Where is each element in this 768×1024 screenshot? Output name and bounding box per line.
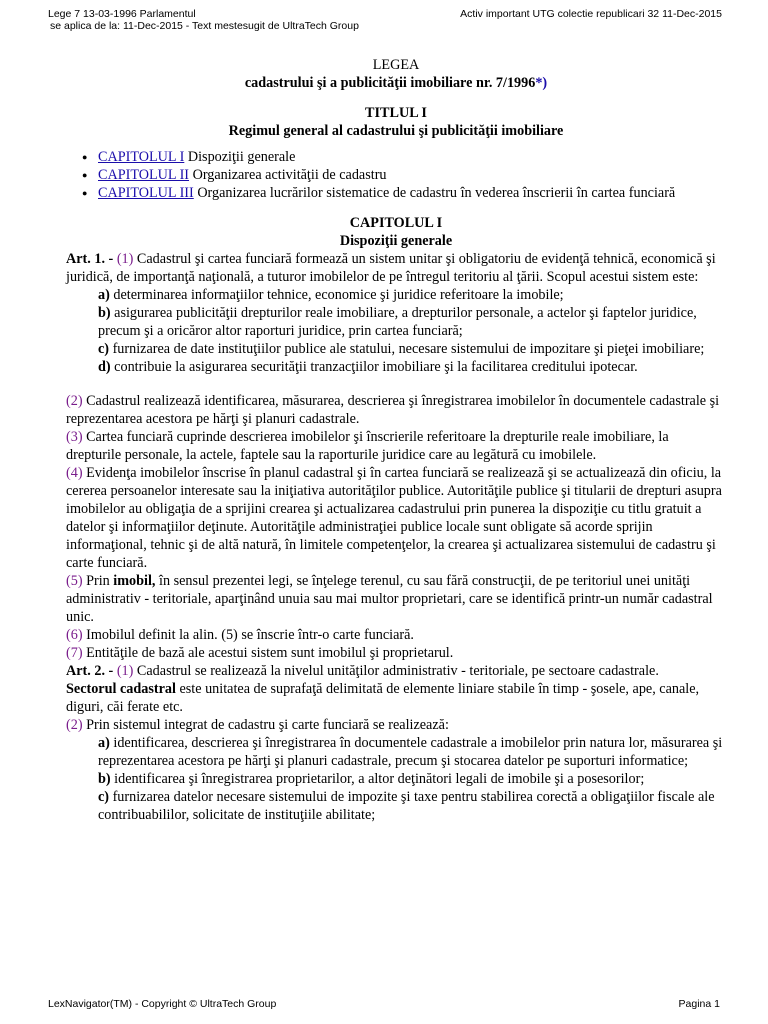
paragraph [66,644,726,662]
item-letter: b) [98,771,111,787]
item-letter: c) [98,341,110,357]
chapter-link-1[interactable]: CAPITOLUL I [98,149,185,165]
paragraph [66,572,726,626]
chapter-desc: Organizarea activităţii de cadastru [189,167,387,183]
item-letter: b) [98,305,111,321]
item-letter: c) [98,789,110,805]
article-label: Art. 1. - [66,251,114,267]
list-item [98,358,726,376]
paragraph-number: (3) [66,429,83,445]
law-word: LEGEA [372,57,420,73]
paragraph-text: Cadastrul şi cartea funciară formează un sistem unitar şi obligatoriu de evidenţă tehnică, economică şi juridică, de importanţă naţională, a tuturor imobilelor de pe întregul teritoriu al ţării. Scopul acestui sistem este: [66,251,716,285]
titlul-name: Regimul general al cadastrului şi publicităţii imobiliare [228,123,564,139]
defined-term: imobil, [113,573,156,589]
paragraph-text: Entităţile de bază ale acestui sistem sunt imobilul şi proprietarul. [82,645,454,661]
paragraph-text: Cadastrul realizează identificarea, măsurarea, descrierea şi înregistrarea imobilelor în documentele cadastrale şi reprezentarea acestora pe hărţi şi planuri cadastrale. [66,393,720,427]
item-text: contribuie la asigurarea securităţii tranzacţiilor imobiliare şi la facilitarea creditului ipotecar. [110,359,638,375]
list-item [98,734,726,770]
chapter-name: Dispoziţii generale [339,233,453,249]
list-item [98,340,726,358]
paragraph-text: Cartea funciară cuprinde descrierea imobilelor şi înscrierile referitoare la drepturile reale imobiliare, la drepturile personale, la actele, faptele sau la raporturile juridice care au legătură cu imobilele. [66,429,669,463]
paragraph-text: Prin sistemul integrat de cadastru şi carte funciară se realizează: [82,717,449,733]
chapter-list [66,148,726,202]
chapter-desc: Dispoziţii generale [184,149,296,165]
paragraph [66,626,726,644]
paragraph [66,716,726,734]
chapter-link-3[interactable]: CAPITOLUL III [98,185,194,201]
list-item [66,166,726,184]
paragraph-number: (1) [116,663,134,679]
list-item [98,286,726,304]
item-letter: d) [98,359,111,375]
list-item [98,788,726,824]
paragraph-text: Prin [82,573,114,589]
article-label: Art. 2. - [66,663,114,679]
item-letter: a) [98,287,110,303]
item-letter: a) [98,735,110,751]
paragraph-number: (1) [116,251,134,267]
page-number: Pagina 1 [678,998,720,1010]
paragraph-number: (4) [66,465,83,481]
header-law-ref: Lege 7 13-03-1996 Parlamentul [48,8,196,20]
paragraph-number: (2) [66,393,83,409]
chapter-link-2[interactable]: CAPITOLUL II [98,167,190,183]
paragraph-number: (6) [66,627,83,643]
paragraph [66,464,726,572]
article-1-para-1 [66,250,726,286]
list-item [98,770,726,788]
item-text: identificarea, descrierea şi înregistrarea în documentele cadastrale a imobilelor prin natura lor, măsurarea şi reprezentarea acestora pe hărţi şi planuri cadastrale, precum şi stocarea datelor pe suporturi informatice; [98,735,723,769]
paragraph-number: (2) [66,717,83,733]
header-collection-info: Activ important UTG colectie republicari 32 11-Dec-2015 [460,8,722,20]
page-header-left [48,8,359,32]
paragraph-text: în sensul prezentei legi, se înţelege terenul, cu sau fără construcţii, de pe teritoriul unei unităţi administrativ - teritoriale, aparţinând unuia sau mai multor proprietari, care se identifică printr-un număr cadastral unic. [66,573,713,625]
paragraph-number: (5) [66,573,83,589]
document-body [66,56,726,824]
item-text: furnizarea de date instituţiilor publice ale statului, necesare sistemului de impozitare şi pieţei imobiliare; [109,341,705,357]
header-applies-from: se aplica de la: 11-Dec-2015 - Text mestesugit de UltraTech Group [50,20,359,32]
paragraph [66,428,726,464]
titlul-heading: TITLUL I [365,105,427,121]
paragraph-text: este unitatea de suprafaţă delimitată de elemente liniare stabile în timp - şosele, ape, canale, diguri, căi ferate etc. [66,681,700,715]
law-title [66,74,726,92]
paragraph-text: Evidenţa imobilelor înscrise în planul cadastral şi în cartea funciară se realizează şi se actualizează din oficiu, la cererea persoanelor interesate sau la iniţiativa autorităţilor publice. Autorităţile publice şi titularii de drepturi asupra imobilelor au obligaţia de a sprijini crearea şi actualizarea cadastrului prin punerea la dispoziţie cu titlu gratuit a datelor şi informaţiilor deţinute. Autorităţile administraţiei publice locale sunt obligate să acorde sprijin informaţional, tehnic şi de altă natură, în limitele competenţelor, la crearea şi actualizarea sistemului de cadastru şi carte funciară. [66,465,722,571]
law-title-text: cadastrului şi a publicităţii imobiliare nr. 7/1996 [244,75,536,91]
item-text: determinarea informaţiilor tehnice, economice şi juridice referitoare la imobile; [109,287,564,303]
paragraph-number: (7) [66,645,83,661]
footer-copyright: LexNavigator(TM) - Copyright © UltraTech Group [48,998,277,1010]
list-item [66,148,726,166]
article-1-items [98,286,726,376]
item-text: identificarea şi înregistrarea proprietarilor, a altor deţinători legali de imobile şi a posesorilor; [110,771,645,787]
paragraph-text: Cadastrul se realizează la nivelul unităţilor administrativ - teritoriale, pe sectoare cadastrale. [133,663,659,679]
list-item [66,184,726,202]
chapter-heading: CAPITOLUL I [349,215,443,231]
defined-term: Sectorul cadastral [66,681,176,697]
article-2-para-1 [66,662,726,716]
chapter-desc: Organizarea lucrărilor sistematice de cadastru în vederea înscrierii în cartea funciară [193,185,676,201]
paragraph-text: Imobilul definit la alin. (5) se înscrie într-o carte funciară. [82,627,414,643]
list-item [98,304,726,340]
item-text: asigurarea publicităţii drepturilor reale imobiliare, a drepturilor personale, a actelor şi faptelor juridice, precum şi a oricăror altor raporturi juridice, prin cartea funciară; [98,305,697,339]
law-note-link[interactable]: *) [535,75,548,91]
article-2-items [98,734,726,824]
item-text: furnizarea datelor necesare sistemului de impozite şi taxe pentru stabilirea corectă a obligaţiilor fiscale ale contribuabililor, solicitate de instituţiile abilitate; [98,789,715,823]
article-1-paragraphs [66,392,726,662]
paragraph [66,392,726,428]
